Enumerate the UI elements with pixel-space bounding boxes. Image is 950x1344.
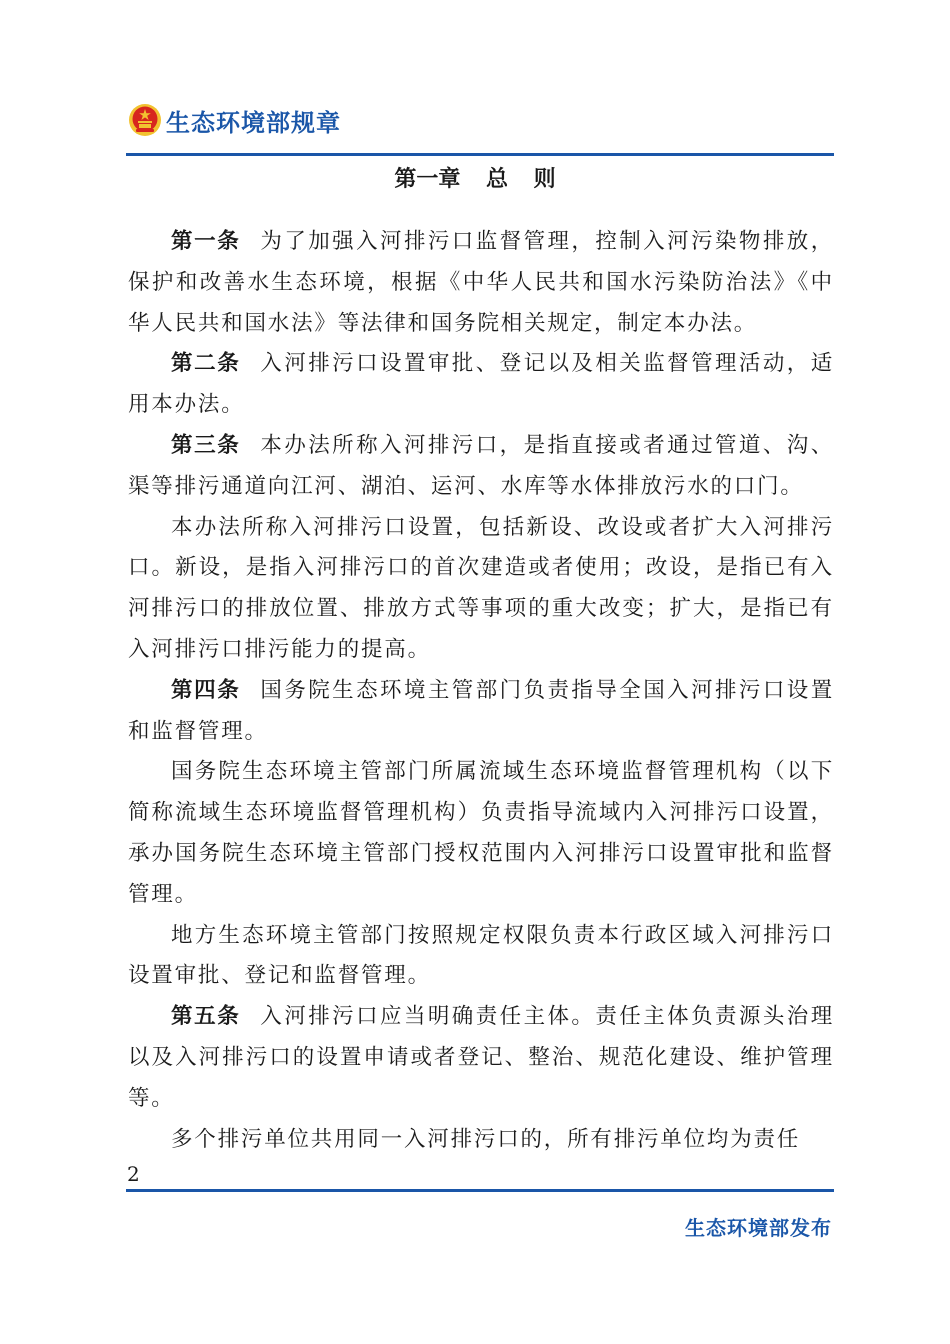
paragraph-article-3 bbox=[128, 426, 834, 508]
national-emblem-icon bbox=[128, 103, 162, 137]
paragraph-text: 本办法所称入河排污口设置，包括新设、改设或者扩大入河排污口。新设，是指入河排污口的首次建造或者使用；改设，是指已有入河排污口的排放位置、排放方式等事项的重大改变；扩大，是指已有入河排污口排污能力的提高。 bbox=[128, 514, 834, 662]
article-number: 第一条 bbox=[171, 229, 241, 254]
article-number: 第五条 bbox=[171, 1004, 241, 1030]
page-number: 2 bbox=[127, 1162, 140, 1186]
footer-publisher: 生态环境部发布 bbox=[685, 1216, 832, 1240]
paragraph-article-5 bbox=[128, 997, 834, 1119]
header-divider bbox=[126, 153, 834, 156]
paragraph-article-2 bbox=[128, 344, 834, 426]
paragraph-text: 入河排污口设置审批、登记以及相关监督管理活动，适用本办法。 bbox=[128, 351, 834, 418]
paragraph-text: 国务院生态环境主管部门所属流域生态环境监督管理机构（以下简称流域生态环境监督管理机构）负责指导流域内入河排污口设置，承办国务院生态环境主管部门授权范围内入河排污口设置审批和监督管理。 bbox=[128, 759, 834, 907]
paragraph-article-5-cont bbox=[128, 1120, 834, 1161]
paragraph-text: 入河排污口应当明确责任主体。责任主体负责源头治理以及入河排污口的设置申请或者登记、整治、规范化建设、维护管理等。 bbox=[128, 1004, 834, 1111]
paragraph-text: 国务院生态环境主管部门负责指导全国入河排污口设置和监督管理。 bbox=[128, 677, 834, 744]
chapter-title: 第一章 总 则 bbox=[394, 167, 556, 192]
paragraph-article-4-cont-1 bbox=[128, 752, 834, 915]
article-number: 第二条 bbox=[171, 351, 241, 377]
paragraph-article-3-cont bbox=[128, 508, 834, 671]
footer-divider bbox=[126, 1189, 834, 1192]
paragraph-article-4-cont-2 bbox=[128, 916, 834, 998]
article-number: 第四条 bbox=[171, 677, 241, 703]
body-text bbox=[128, 222, 834, 1160]
header-title: 生态环境部规章 bbox=[166, 108, 341, 137]
paragraph-article-4 bbox=[128, 671, 834, 753]
paragraph-text: 多个排污单位共用同一入河排污口的，所有排污单位均为责任 bbox=[171, 1126, 801, 1152]
article-number: 第三条 bbox=[171, 432, 241, 458]
paragraph-text: 为了加强入河排污口监督管理，控制入河污染物排放，保护和改善水生态环境，根据《中华人民共和国水污染防治法》《中华人民共和国水法》等法律和国务院相关规定，制定本办法。 bbox=[128, 229, 834, 336]
page-header bbox=[128, 100, 341, 140]
paragraph-text: 本办法所称入河排污口，是指直接或者通过管道、沟、渠等排污通道向江河、湖泊、运河、水库等水体排放污水的口门。 bbox=[128, 432, 834, 499]
paragraph-text: 地方生态环境主管部门按照规定权限负责本行政区域入河排污口设置审批、登记和监督管理。 bbox=[128, 922, 834, 989]
paragraph-article-1 bbox=[128, 222, 834, 344]
